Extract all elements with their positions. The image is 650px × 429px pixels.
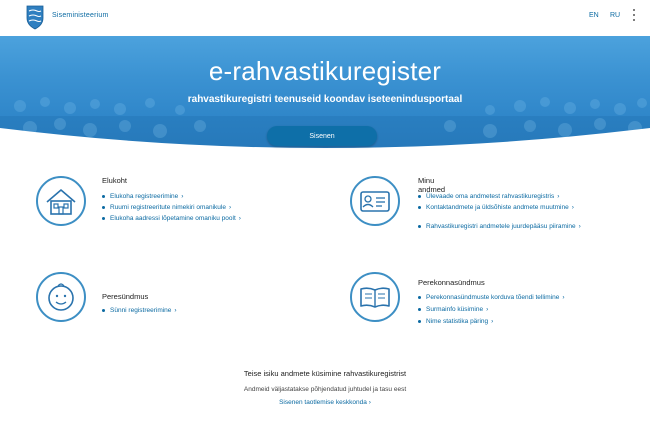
- chevron-right-icon: ›: [571, 204, 574, 211]
- chevron-right-icon: ›: [557, 193, 560, 200]
- link-elukoha-aadressi-lopetamine[interactable]: Elukoha aadressi lõpetamine omaniku poolt ›: [102, 215, 241, 226]
- link-juurdepaasu-piiramine[interactable]: Rahvastikuregistri andmetele juurdepääsu piiramine ›: [418, 223, 581, 234]
- peresundmus-links: [102, 307, 177, 318]
- language-en-link[interactable]: EN: [589, 12, 599, 19]
- elukoht-links: [102, 193, 241, 226]
- perekonnasundmus-links: [418, 294, 565, 330]
- link-sunni-registreerimine[interactable]: Sünni registreerimine ›: [102, 307, 177, 318]
- house-icon: [36, 176, 86, 226]
- chevron-right-icon: ›: [174, 307, 177, 314]
- minu-andmed-links: [418, 193, 581, 234]
- more-menu-icon[interactable]: [632, 9, 636, 25]
- section-title-elukoht: Elukoht: [102, 176, 128, 185]
- link-ruumi-registreeritute-nimekiri[interactable]: Ruumi registreeritute nimekiri omanikule ›: [102, 204, 241, 215]
- top-header: [0, 0, 650, 36]
- open-book-icon: [350, 272, 400, 322]
- third-party-request-title: Teise isiku andmete küsimine rahvastikuregistrist: [243, 369, 407, 378]
- section-title-minu-andmed: Minu andmed: [418, 176, 446, 194]
- chevron-right-icon: ›: [491, 318, 494, 325]
- chevron-right-icon: ›: [238, 215, 241, 222]
- third-party-request-link[interactable]: Sisenen taotlemise keskkonda ›: [279, 399, 371, 406]
- chevron-right-icon: ›: [181, 193, 184, 200]
- link-elukoha-registreerimine[interactable]: Elukoha registreerimine ›: [102, 193, 241, 204]
- chevron-right-icon: ›: [562, 294, 565, 301]
- chevron-right-icon: ›: [228, 204, 232, 211]
- baby-face-icon: [36, 272, 86, 322]
- chevron-right-icon: ›: [368, 399, 371, 406]
- link-surmainfo-kusimine[interactable]: Surmainfo küsimine ›: [418, 306, 565, 318]
- chevron-right-icon: ›: [578, 223, 581, 230]
- section-title-peresundmus: Peresündmus: [102, 292, 149, 301]
- section-title-perekonnasundmus: Perekonnasündmus: [418, 278, 485, 287]
- link-ulevaade-andmetest[interactable]: Ülevaade oma andmetest rahvastikuregistris ›: [418, 193, 581, 204]
- link-nime-statistika-paring[interactable]: Nime statistika päring ›: [418, 318, 565, 330]
- page-subtitle: rahvastikuregistri teenuseid koondav iseteenindusportaal: [187, 94, 463, 105]
- page-title: e-rahvastikuregister: [208, 56, 442, 86]
- link-korduva-toendi-tellimine[interactable]: Perekonnasündmuste korduva tõendi tellimine ›: [418, 294, 565, 306]
- ministry-name[interactable]: Siseministeerium: [52, 12, 109, 19]
- id-card-icon: [350, 176, 400, 226]
- third-party-request-text: Andmeid väljastatakse põhjendatud juhtudel ja tasu eest: [243, 386, 407, 393]
- chevron-right-icon: ›: [486, 306, 489, 313]
- language-ru-link[interactable]: RU: [610, 12, 621, 19]
- enter-button[interactable]: Sisenen: [267, 126, 377, 146]
- estonian-coat-of-arms-logo[interactable]: [24, 4, 46, 30]
- link-kontaktandmete-muutmine[interactable]: Kontaktandmete ja üldsõhiste andmete muutmine ›: [418, 204, 581, 215]
